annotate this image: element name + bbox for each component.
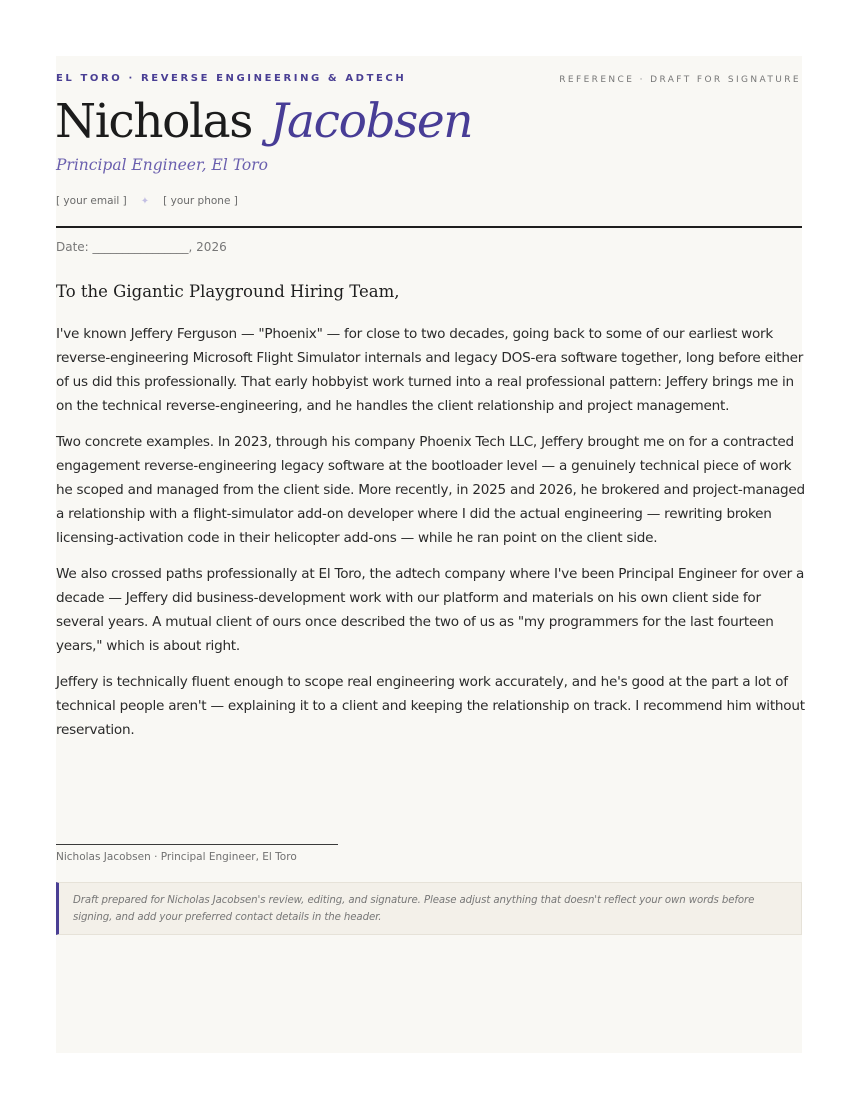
body-paragraph: Two concrete examples. In 2023, through his company Phoenix Tech LLC, Jeffery brought me on for a contracted engagement reverse-engineering legacy software at the bootloader level — a genuinely technical piece of work he scoped and managed from the client side. More recently, in 2025 and 2026, he brokered and project-managed a relationship with a flight-simulator add-on developer where I did the actual engineering — rewriting broken licensing-activation code in their helicopter add-ons — while he ran point on the client side. bbox=[56, 434, 805, 546]
phone-placeholder: [ your phone ] bbox=[163, 195, 238, 207]
contact-line bbox=[56, 195, 238, 207]
draft-note bbox=[56, 882, 802, 935]
draft-note-text: Draft prepared for Nicholas Jacobsen's review, editing, and signature. Please adjust anything that doesn't reflect your own words before signing, and add your preferred contact details in the header. bbox=[73, 895, 755, 923]
signature-line bbox=[56, 844, 338, 845]
body-paragraph: I've known Jeffery Ferguson — "Phoenix" — for close to two decades, going back to some of our earliest work reverse-engineering Microsoft Flight Simulator internals and legacy DOS-era software together, long before either of us did this professionally. That early hobbyist work turned into a real professional pattern: Jeffery brings me in on the technical reverse-engineering, and he handles the client relationship and project management. bbox=[56, 326, 804, 414]
company-kicker: EL TORO · REVERSE ENGINEERING & ADTECH bbox=[56, 73, 407, 84]
sparkle-icon: ✦ bbox=[140, 195, 150, 207]
author-name bbox=[55, 92, 472, 152]
signature-caption: Nicholas Jacobsen · Principal Engineer, El Toro bbox=[56, 851, 297, 863]
salutation: To the Gigantic Playground Hiring Team, bbox=[56, 282, 400, 301]
body-paragraph: Jeffery is technically fluent enough to scope real engineering work accurately, and he's good at the part a lot of technical people aren't — explaining it to a client and keeping the relationship on track. I recommend him without reservation. bbox=[56, 674, 805, 738]
author-role: Principal Engineer, El Toro bbox=[56, 156, 268, 174]
date-line: Date: ________________, 2026 bbox=[56, 240, 227, 254]
body-paragraph: We also crossed paths professionally at El Toro, the adtech company where I've been Principal Engineer for over a decade — Jeffery did business-development work with our platform and materials on his own client side for several years. A mutual client of ours once described the two of us as "my programmers for the last fourteen years," which is about right. bbox=[56, 566, 805, 654]
header-divider bbox=[56, 226, 802, 228]
email-placeholder: [ your email ] bbox=[56, 195, 127, 207]
letter-body bbox=[56, 322, 808, 754]
document-status-tag: REFERENCE · DRAFT FOR SIGNATURE bbox=[559, 75, 801, 85]
author-last-name: Jacobsen bbox=[269, 94, 473, 149]
author-first-name: Nicholas bbox=[55, 94, 253, 149]
